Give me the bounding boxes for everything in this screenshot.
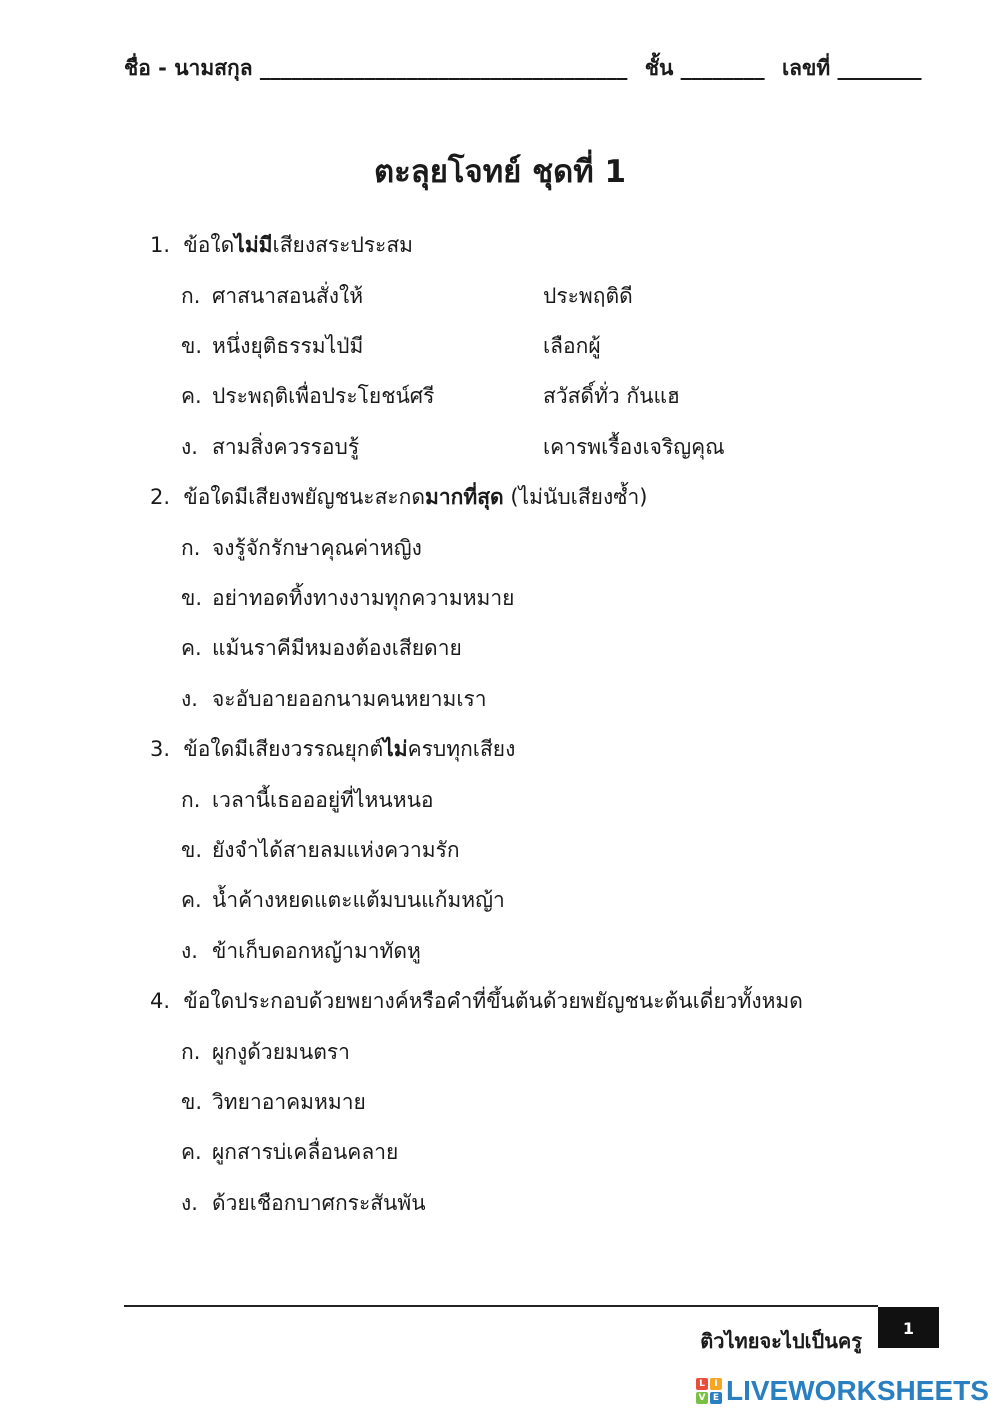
question-text-end: ครบทุกเสียง: [407, 737, 516, 761]
question-emphasis: มากที่สุด: [425, 485, 504, 509]
question-text-end: เสียงสระประสม: [272, 233, 413, 257]
option-text-second-half: ประพฤติดี: [543, 284, 633, 308]
option-text: สามสิ่งควรรอบรู้: [212, 435, 360, 459]
question-1: [150, 229, 413, 262]
class-blank: ________: [680, 56, 765, 80]
footer-divider: [124, 1305, 878, 1307]
option-label: ข.: [181, 334, 203, 358]
option-text: ผูกงูด้วยมนตรา: [212, 1040, 350, 1064]
option-text: หนึ่งยุติธรรมไป่มี: [212, 334, 364, 358]
option-row: [181, 784, 434, 817]
question-number: 2.: [150, 485, 171, 509]
logo-letter: V: [696, 1392, 708, 1404]
option-text: เวลานี้เธอออยู่ที่ไหนหนอ: [212, 788, 434, 812]
question-text: ข้อใด: [183, 233, 235, 257]
page-number: 1: [878, 1307, 939, 1348]
option-row: [181, 632, 462, 665]
name-label: ชื่อ - นามสกุล: [124, 56, 253, 80]
option-row: [181, 1036, 350, 1069]
option-row: [181, 330, 601, 363]
option-text: วิทยาอาคมหมาย: [212, 1090, 366, 1114]
option-label: ข.: [181, 586, 203, 610]
question-number: 1.: [150, 233, 171, 257]
question-emphasis: ไม่: [383, 737, 408, 761]
option-label: ก.: [181, 536, 201, 560]
option-label: ง.: [181, 687, 198, 711]
option-text: น้ำค้างหยดแตะแต้มบนแก้มหญ้า: [212, 888, 505, 912]
question-text-end: (ไม่นับเสียงซ้ำ): [503, 485, 648, 509]
option-label: ค.: [181, 384, 202, 408]
option-row: [181, 935, 421, 968]
option-text-second-half: สวัสดิ์ทั่ว กันแฮ: [543, 384, 680, 408]
option-text-second-half: เลือกผู้: [543, 334, 601, 358]
student-info-header: [124, 52, 922, 85]
liveworksheets-logo-icon: [696, 1378, 722, 1404]
option-text: ผูกสารบ่เคลื่อนคลาย: [212, 1140, 399, 1164]
option-text: ข้าเก็บดอกหญ้ามาทัดหู: [212, 939, 421, 963]
question-text: ข้อใดมีเสียงวรรณยุกต์: [183, 737, 384, 761]
option-text: จงรู้จักรักษาคุณค่าหญิง: [212, 536, 422, 560]
question-3: [150, 733, 515, 766]
option-text: จะอับอายออกนามคนหยามเรา: [212, 687, 487, 711]
option-row: [181, 1136, 398, 1169]
option-row: [181, 683, 487, 716]
option-text: ด้วยเชือกบาศกระสันพัน: [212, 1191, 426, 1215]
question-text: ข้อใดมีเสียงพยัญชนะสะกด: [183, 485, 426, 509]
option-row: [181, 431, 725, 464]
option-text: ประพฤติเพื่อประโยชน์ศรี: [212, 384, 435, 408]
footer-author: ติวไทยจะไปเป็นครู: [700, 1329, 862, 1353]
option-row: [181, 1187, 426, 1220]
option-label: ข.: [181, 838, 203, 862]
liveworksheets-brand[interactable]: [696, 1374, 989, 1408]
question-2: [150, 481, 647, 514]
logo-letter: L: [696, 1378, 708, 1390]
option-text: ยังจำได้สายลมแห่งความรัก: [212, 838, 460, 862]
number-label: เลขที่: [781, 56, 831, 80]
option-row: [181, 582, 515, 615]
option-row: [181, 834, 460, 867]
option-text: ศาสนาสอนสั่งให้: [212, 284, 364, 308]
option-label: ก.: [181, 1040, 201, 1064]
class-label: ชั้น: [644, 56, 674, 80]
option-row: [181, 884, 505, 917]
logo-letter: I: [710, 1378, 722, 1390]
question-emphasis: ไม่มี: [234, 233, 273, 257]
name-blank: ___________________________________: [259, 56, 628, 80]
question-number: 3.: [150, 737, 171, 761]
option-label: ค.: [181, 1140, 202, 1164]
option-row: [181, 1086, 366, 1119]
option-row: [181, 532, 422, 565]
option-label: ค.: [181, 888, 202, 912]
option-text-second-half: เคารพเรื้องเจริญคุณ: [543, 435, 725, 459]
brand-text: LIVEWORKSHEETS: [726, 1375, 989, 1406]
option-text: อย่าทอดทิ้งทางงามทุกความหมาย: [212, 586, 515, 610]
page-title: ตะลุยโจทย์ ชุดที่ 1: [373, 154, 627, 190]
option-label: ง.: [181, 1191, 198, 1215]
question-number: 4.: [150, 989, 171, 1013]
question-text: ข้อใดประกอบด้วยพยางค์หรือคำที่ขึ้นต้นด้วยพยัญชนะต้นเดี่ยวทั้งหมด: [183, 989, 803, 1013]
number-blank: ________: [837, 56, 922, 80]
option-label: ง.: [181, 435, 198, 459]
option-label: ข.: [181, 1090, 203, 1114]
option-text: แม้นราคีมีหมองต้องเสียดาย: [212, 636, 462, 660]
logo-letter: E: [710, 1392, 722, 1404]
option-row: [181, 280, 633, 313]
option-label: ง.: [181, 939, 198, 963]
question-4: [150, 985, 803, 1018]
option-row: [181, 380, 680, 413]
option-label: ค.: [181, 636, 202, 660]
option-label: ก.: [181, 788, 201, 812]
option-label: ก.: [181, 284, 201, 308]
